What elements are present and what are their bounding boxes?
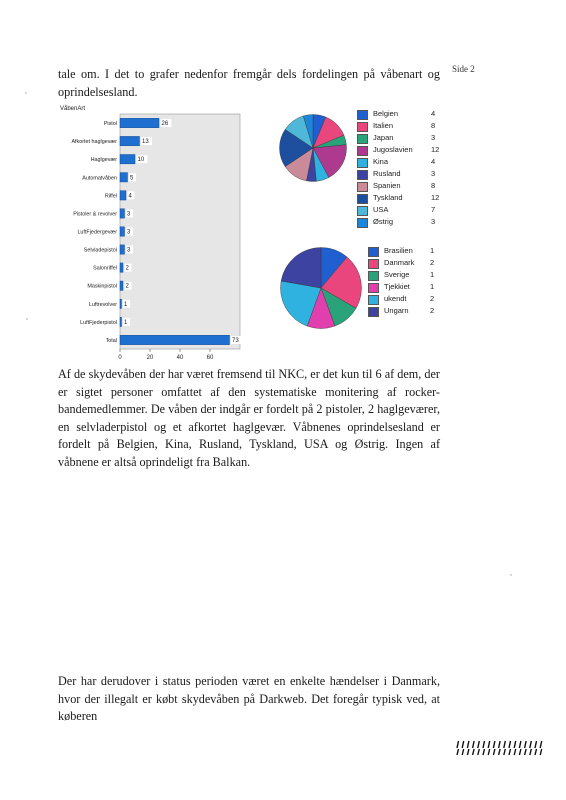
barcode-stroke	[509, 741, 511, 748]
bar-category-label: Afkortet haglgevær	[71, 139, 117, 146]
legend-label: Tjekkiet	[384, 282, 410, 291]
barcode-stroke	[467, 749, 469, 755]
bar	[120, 299, 122, 308]
barcode-stroke	[478, 741, 480, 748]
barcode-stroke	[514, 741, 516, 748]
bar-value-label: 1	[124, 319, 128, 326]
page-number: Side 2	[452, 64, 475, 74]
paragraph-weapons: Af de skydevåben der har været fremsend til NKC, er det kun til 6 af dem, der er sigtet personer omfattet af den systematiske monitering af rocker- bandemedlemmer. De våben der indgår er fordelt på 2 pistoler, 2 haglgeværer, en selvladerpistol og et afkortet haglgevær. Våbnenes oprindelsesland er fordelt på Belgien, Kina, Rusland, Tyskland, USA og Østrig. Ingen af våbnene er altså oprindeligt fra Balkan.	[58, 367, 440, 469]
barcode-stroke	[488, 741, 490, 748]
bar-chart-title: VåbenArt	[60, 106, 86, 112]
legend-swatch	[368, 247, 379, 257]
barcode-stroke	[504, 741, 506, 748]
bar-value-label: 5	[130, 175, 134, 182]
legend-item	[357, 110, 441, 120]
legend-value: 12	[431, 193, 440, 202]
x-tick-label: 20	[146, 355, 154, 361]
legend-label: Spanien	[373, 181, 401, 190]
bar-value-label: 73	[232, 337, 239, 344]
bar	[120, 173, 128, 182]
legend-item	[357, 218, 441, 228]
legend-item	[357, 134, 441, 144]
bar-value-label: 2	[125, 265, 129, 272]
bar-category-label: LuftFjederpistol	[80, 319, 117, 326]
legend-swatch	[357, 206, 368, 216]
legend-label: ukendt	[384, 294, 407, 303]
legend-swatch	[357, 218, 368, 228]
barcode-stroke	[467, 741, 469, 748]
legend-value: 8	[431, 181, 436, 190]
bar-category-label: Salonriffel	[93, 265, 117, 272]
legend-swatch	[357, 146, 368, 156]
legend-swatch	[368, 271, 379, 281]
legend-item	[368, 307, 438, 317]
bar	[120, 191, 126, 200]
barcode-mark	[455, 740, 547, 756]
scan-dot	[510, 574, 512, 576]
legend-swatch	[357, 122, 368, 132]
x-tick-label: 40	[176, 355, 184, 361]
barcode-stroke	[462, 749, 464, 755]
barcode-stroke	[473, 741, 475, 748]
legend-value: 3	[431, 133, 436, 142]
bar-value-label: 4	[128, 193, 132, 200]
bar	[120, 209, 125, 218]
x-tick-label: 0	[118, 355, 122, 361]
legend-swatch	[357, 134, 368, 144]
bar	[120, 136, 140, 145]
weapon-type-bar-chart	[58, 102, 248, 364]
legend-item	[357, 158, 441, 168]
barcode-stroke	[473, 749, 475, 755]
bar	[120, 118, 159, 127]
barcode-stroke	[509, 749, 511, 755]
legend-swatch	[357, 182, 368, 192]
legend-swatch	[357, 170, 368, 180]
barcode-stroke	[493, 741, 495, 748]
legend-swatch	[368, 295, 379, 305]
legend-swatch	[368, 307, 379, 317]
legend-item	[368, 259, 438, 269]
origin-pie-chart-2	[280, 247, 362, 329]
legend-swatch	[368, 259, 379, 269]
legend-value: 4	[431, 109, 436, 118]
barcode-stroke	[519, 741, 521, 748]
legend-label: Sverige	[384, 270, 410, 279]
barcode-stroke	[462, 741, 464, 748]
bar-value-label: 13	[142, 139, 149, 146]
barcode-stroke	[525, 741, 527, 748]
origin-pie-legend-2	[368, 247, 438, 319]
legend-value: 1	[430, 270, 435, 279]
legend-label: Jugoslavien	[373, 145, 413, 154]
bar-chart-svg	[58, 102, 248, 364]
bar-category-label: Haglgevær	[90, 157, 117, 164]
scan-dot	[26, 318, 28, 320]
legend-item	[357, 182, 441, 192]
legend-item	[368, 271, 438, 281]
barcode-stroke	[504, 749, 506, 755]
legend-value: 7	[431, 205, 436, 214]
barcode-stroke	[535, 749, 537, 755]
legend-label: Belgien	[373, 109, 399, 118]
barcode-stroke	[488, 749, 490, 755]
barcode-stroke	[457, 741, 459, 748]
barcode-stroke	[457, 749, 459, 755]
barcode-stroke	[514, 749, 516, 755]
legend-swatch	[357, 110, 368, 120]
legend-swatch	[357, 194, 368, 204]
bar-category-label: Luftrevolver	[88, 301, 117, 308]
legend-item	[368, 283, 438, 293]
origin-pie-chart	[279, 114, 347, 182]
barcode-stroke	[540, 749, 542, 755]
bar-value-label: 3	[127, 229, 131, 236]
legend-item	[368, 247, 438, 257]
bar	[120, 281, 123, 290]
legend-label: Ungarn	[384, 306, 409, 315]
legend-value: 3	[431, 169, 436, 178]
barcode-stroke	[535, 741, 537, 748]
legend-value: 1	[430, 282, 435, 291]
legend-label: Kina	[373, 157, 389, 166]
barcode-stroke	[483, 749, 485, 755]
x-tick-label: 60	[206, 355, 214, 361]
barcode-stroke	[540, 741, 542, 748]
legend-label: USA	[373, 205, 389, 214]
origin-pie-legend	[357, 110, 441, 234]
legend-value: 2	[430, 294, 435, 303]
barcode-stroke	[519, 749, 521, 755]
barcode-stroke	[493, 749, 495, 755]
barcode-stroke	[478, 749, 480, 755]
bar-value-label: 2	[125, 283, 129, 290]
barcode-stroke	[499, 749, 501, 755]
scan-dot	[25, 92, 27, 94]
legend-value: 2	[430, 306, 435, 315]
bar-category-label: Pistol	[103, 121, 117, 128]
legend-label: Danmark	[384, 258, 415, 267]
bar	[120, 317, 122, 326]
pie-slice	[281, 248, 321, 289]
barcode-stroke	[499, 741, 501, 748]
bar-value-label: 10	[137, 157, 145, 164]
legend-value: 3	[431, 217, 436, 226]
legend-item	[357, 170, 441, 180]
bar-value-label: 1	[124, 301, 128, 308]
bar-category-label: Total	[105, 337, 117, 344]
bar-value-label: 26	[161, 121, 169, 128]
bar-value-label: 3	[127, 247, 131, 254]
bar-category-label: Pistoler & revolver	[73, 211, 117, 218]
legend-label: Rusland	[373, 169, 401, 178]
barcode-stroke	[530, 741, 532, 748]
legend-label: Østrig	[373, 217, 394, 226]
legend-label: Tyskland	[373, 193, 403, 202]
legend-value: 1	[430, 246, 435, 255]
paragraph-intro: tale om. I det to grafer nedenfor fremgår dels fordelingen på våbenart og oprindelsesland.	[58, 67, 440, 99]
bar-category-label: Riffel	[104, 193, 117, 200]
bar-category-label: Selvladepistol	[83, 247, 117, 254]
legend-item	[357, 122, 441, 132]
paragraph-darkweb: Der har derudover i status perioden været en enkelte hændelser i Danmark, hvor der illegalt er købt skydevåben på Darkweb. Det foregår typisk ved, at køberen	[58, 674, 440, 724]
bar	[120, 263, 123, 272]
barcode-stroke	[525, 749, 527, 755]
bar	[120, 245, 125, 254]
legend-value: 8	[431, 121, 436, 130]
bar-category-label: Maskinpistol	[87, 283, 117, 290]
legend-item	[357, 194, 441, 204]
legend-item	[357, 206, 441, 216]
bar	[120, 227, 125, 236]
legend-label: Japan	[373, 133, 394, 142]
legend-value: 2	[430, 258, 435, 267]
legend-value: 12	[431, 145, 440, 154]
legend-value: 4	[431, 157, 436, 166]
legend-swatch	[368, 283, 379, 293]
legend-label: Italien	[373, 121, 394, 130]
bar-value-label: 3	[127, 211, 131, 218]
legend-label: Brasilien	[384, 246, 413, 255]
legend-swatch	[357, 158, 368, 168]
plot-area	[120, 114, 240, 349]
barcode-stroke	[483, 741, 485, 748]
bar	[120, 154, 135, 163]
legend-item	[357, 146, 441, 156]
bar	[120, 335, 230, 344]
bar-category-label: LuftFjedergevær	[77, 229, 117, 236]
bar-category-label: Automatvåben	[82, 175, 117, 182]
barcode-stroke	[530, 749, 532, 755]
legend-item	[368, 295, 438, 305]
